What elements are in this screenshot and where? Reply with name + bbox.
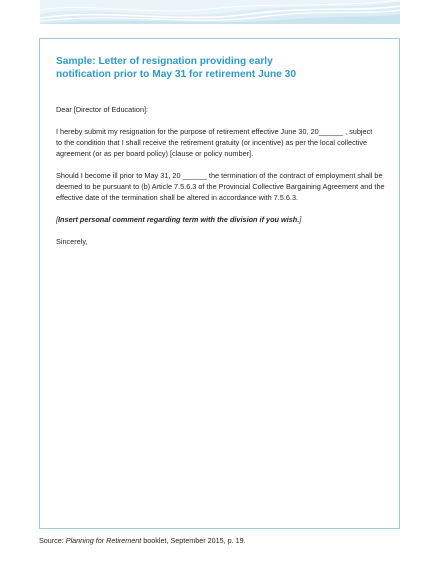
paragraph1-line-2: to the condition that I shall receive the retirement gratuity (or incentive) as per the local collective — [56, 138, 368, 147]
source-prefix: Source: — [39, 536, 66, 545]
letter-title-line-1: Sample: Letter of resignation providing early — [56, 56, 273, 67]
source-note — [39, 536, 246, 546]
letter-title-line-2: notification prior to May 31 for retirement June 30 — [56, 69, 297, 80]
header-wave-banner — [40, 0, 400, 24]
letter-closing: Sincerely, — [56, 237, 88, 246]
letter-body — [56, 104, 386, 247]
comment-bracket-open: [ — [56, 215, 59, 224]
source-suffix: booklet, September 2015, p. 19. — [141, 536, 246, 545]
paragraph2-line-2: deemed to be pursuant to (b) Article 7.5.6.3 of the Provincial Collective Bargaining Agreement and the — [56, 182, 385, 191]
letter-personal-comment — [56, 214, 386, 225]
paragraph1-line-1: I hereby submit my resignation for the purpose of retirement effective June 30, 20______ , subject — [56, 127, 373, 136]
paragraph1-line-3: agreement (or as per board policy) [clause or policy number]. — [56, 149, 254, 158]
letter-paragraph-resignation — [56, 126, 386, 159]
comment-text: Insert personal comment regarding term with the division if you wish. — [58, 215, 300, 224]
letter-title — [56, 55, 386, 81]
letter-paragraph-illness — [56, 170, 386, 203]
paragraph2-line-3: effective date of the termination shall be altered in accordance with 7.5.6.3. — [56, 193, 299, 202]
letter-salutation: Dear [Director of Education]: — [56, 105, 149, 114]
comment-bracket-close: ] — [299, 215, 302, 224]
source-booklet-title: Planning for Retirement — [65, 536, 142, 545]
paragraph2-line-1: Should I become ill prior to May 31, 20 ______ the termination of the contract of employment shall be — [56, 171, 383, 180]
wave-decoration-graphic — [40, 0, 400, 24]
